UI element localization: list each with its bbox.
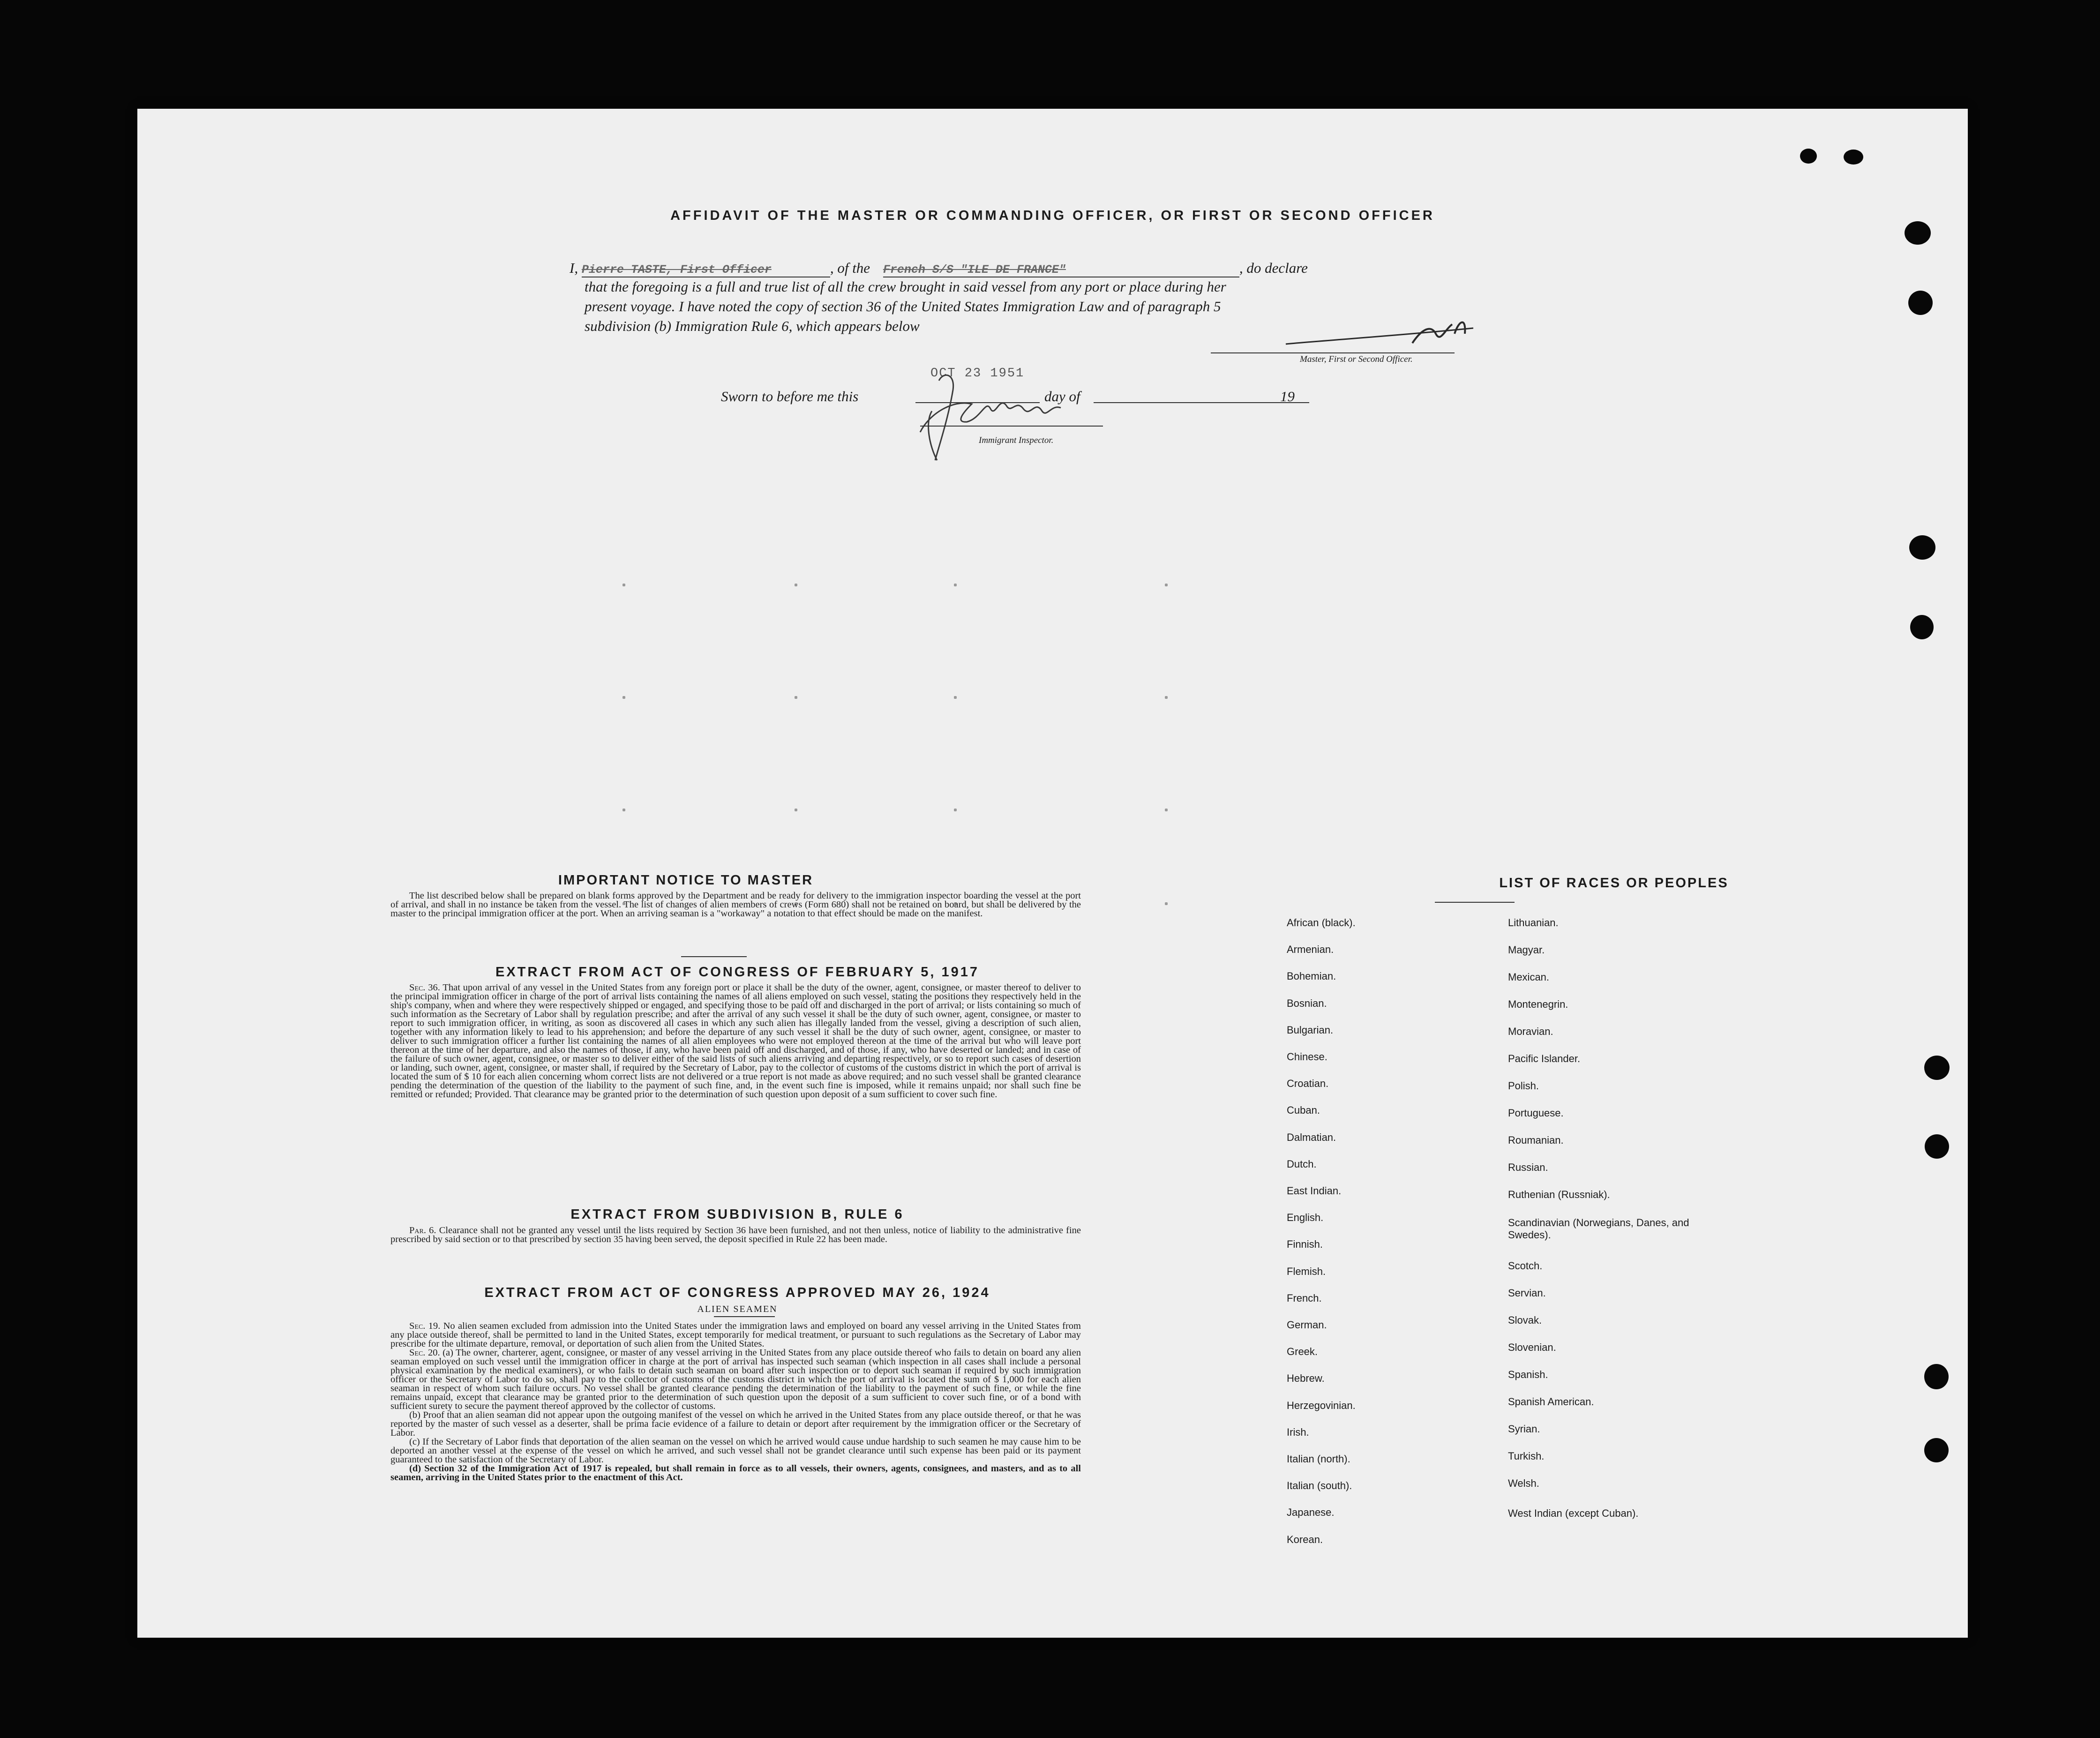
race-item: Magyar. bbox=[1508, 944, 1545, 956]
section-text: That upon arrival of any vessel in the United States from any foreign port or place it shall be the duty of the owner, agent, consignee, or master thereof to deliver to the principal immigration officer in charge of the port of arrival lists containing the names of all aliens employed on such vessel, stating the positions they respectively held in the ship's company, when and where they were respectively shipped or engaged, and specifying those to be paid off and discharged in the port of arrival; or lists containing so much of such information as the Secretary of Labor shall by regulation prescribe; and after the arrival of any such vessel it shall be the duty of such owner, agent, consignee, or master to report to such immigration officer, in writing, as soon as discovered all cases in which any such alien has illegally landed from the vessel, giving a description of such alien, together with any information likely to lead to his apprehension; and before the departure of any such vessel it shall be the duty of such owner, agent, consignee, or master to deliver to such immigration officer a further list containing the names of all alien employees who were not employed thereon at the time of the arrival but who will leave port thereon at the time of her departure, and also the names of those, if any, who have been paid off and discharged, and of those, if any, who have deserted or landed; and in case of the failure of such owner, agent, consignee, or master so to deliver either of the said lists of such aliens arriving and departing respectively, or so to report such cases of desertion or landing, such owner, agent, consignee, or master shall, if required by the Secretary of Labor, pay to the collector of customs of the customs district in which the port of arrival is located the sum of $ 10 for each alien concerning whom correct lists are not delivered or a true report is not made as above required; and no such vessel shall be granted clearance pending the determination of the question of the liability to the payment of such fine, and, in the event such fine is imposed, while it remains unpaid; nor shall such fine be remitted or refunded; Provided. That clearance may be granted prior to the determination of such question upon deposit of a sum sufficient to cover such fine. bbox=[390, 982, 1081, 1100]
race-item: Scotch. bbox=[1508, 1260, 1543, 1272]
inspector-line bbox=[920, 426, 1103, 427]
officer-name: Pierre TASTE, First Officer bbox=[581, 263, 772, 277]
signature-caption: Master, First or Second Officer. bbox=[1300, 354, 1413, 364]
notice-body: The list described below shall be prepared on blank forms approved by the Department and be ready for delivery to the immigration inspector boarding the vessel at the port of arrival, and shall in no instance be taken from the vessel. The list of changes of alien members of crews (Form 680) shall not be retained on board, but shall be delivered by the master to the principal immigration officer at the port. When an arriving seaman is a "workaway" a notation to that effect should be made on the manifest. bbox=[390, 891, 1081, 919]
alien-seamen-subtitle: ALIEN SEAMEN bbox=[697, 1304, 778, 1314]
race-item: Herzegovinian. bbox=[1287, 1400, 1356, 1411]
affidavit-line-1 bbox=[570, 260, 1601, 277]
race-item: French. bbox=[1287, 1292, 1322, 1304]
race-item: Finnish. bbox=[1287, 1238, 1323, 1250]
bleed-through-mark bbox=[795, 584, 797, 586]
race-item: Ruthenian (Russniak). bbox=[1508, 1189, 1610, 1200]
race-item: Cuban. bbox=[1287, 1104, 1320, 1116]
race-item: Dutch. bbox=[1287, 1158, 1317, 1170]
section-label: Sec. 20. bbox=[409, 1348, 440, 1358]
vessel-name: French S/S "ILE DE FRANCE" bbox=[883, 263, 1066, 277]
bleed-through-mark bbox=[954, 809, 957, 811]
bleed-through-mark bbox=[622, 696, 625, 699]
signature-line bbox=[1211, 352, 1455, 353]
bleed-through-mark bbox=[1165, 809, 1168, 811]
race-item: Scandinavian (Norwegians, Danes, and Swedes). bbox=[1508, 1217, 1689, 1241]
master-signature bbox=[1281, 315, 1478, 352]
punch-hole bbox=[1924, 1364, 1949, 1389]
punch-hole bbox=[1844, 150, 1863, 165]
subdivision-b-body bbox=[390, 1226, 1081, 1244]
punch-hole bbox=[1924, 1056, 1950, 1080]
race-item: Montenegrin. bbox=[1508, 998, 1568, 1010]
extract-1924-body bbox=[390, 1322, 1081, 1482]
race-item: Portuguese. bbox=[1508, 1107, 1564, 1119]
race-item: Spanish American. bbox=[1508, 1396, 1594, 1408]
section-text: No alien seamen excluded from admission into the United States under the immigration laws and employed on board any vessel arriving in the United States from any place outside thereof, shall be permitted to land in the United States, except temporarily for medical treatment, or pursuant to such regulations as the Secretary of Labor may prescribe for the ultimate departure, removal, or deportation of such alien from the United States. bbox=[390, 1321, 1081, 1349]
bleed-through-mark bbox=[622, 584, 625, 586]
race-item: African (black). bbox=[1287, 917, 1356, 929]
race-item: Spanish. bbox=[1508, 1369, 1548, 1380]
race-item: Croatian. bbox=[1287, 1078, 1329, 1089]
bleed-through-mark bbox=[954, 584, 957, 586]
year-prefix: 19 bbox=[1280, 388, 1295, 405]
race-item: Armenian. bbox=[1287, 944, 1334, 955]
extract-1924-title: EXTRACT FROM ACT OF CONGRESS APPROVED MAY 26, 1924 bbox=[484, 1285, 990, 1300]
section-19-paragraph bbox=[390, 1322, 1081, 1348]
punch-hole bbox=[1910, 615, 1934, 639]
race-item: Welsh. bbox=[1508, 1477, 1539, 1489]
officer-field bbox=[582, 260, 830, 277]
race-item: Chinese. bbox=[1287, 1051, 1328, 1063]
race-item: Lithuanian. bbox=[1508, 917, 1559, 929]
affidavit-line-4: subdivision (b) Immigration Rule 6, which appears below bbox=[585, 318, 920, 334]
subsection-c-paragraph: (c) If the Secretary of Labor finds that deportation of the alien seaman on the vessel on which he arrived would cause undue hardship to such seamen he may cause him to be deported an another vessel at the expense of the vessel on which he arrived, and such vessel shall not be grandet clearance until such expense has been paid or its payment guaranteed to the satisfaction of the Secretary of Labor. bbox=[390, 1437, 1081, 1465]
punch-hole bbox=[1909, 535, 1935, 560]
bleed-through-mark bbox=[954, 696, 957, 699]
section-text: (a) The owner, charterer, agent, consignee, or master of any vessel arriving in the United States from any place outside thereof who fails to detain on board any alien seaman employed on such vessel until the immigration officer in charge at the port of arrival has inspected such seaman (which inspection in all cases shall include a personal physical examination by the medical examiners), or who fails to detain such seaman on board after such inspection or to deport such seaman if required by such immigration officer or the Secretary of Labor to do so, shall pay to the collector of customs of the customs district in which the port of arrival is located the sum of $ 1,000 for each alien seaman in respect of whom such failure occurs. No vessel shall be granted clearance pending the determination of the liability to the payment of such fine, or while the fine remains unpaid, except that clearance may be granted prior to the determination of such question upon the deposit of a sum sufficient to cover such fine, or of a bond with sufficient surety to secure the payment thereof approved by the collector of customs. bbox=[390, 1348, 1081, 1411]
race-item: Flemish. bbox=[1287, 1266, 1326, 1277]
punch-hole bbox=[1908, 291, 1933, 315]
bleed-through-mark bbox=[1165, 902, 1168, 905]
extract-1917-title: EXTRACT FROM ACT OF CONGRESS OF FEBRUARY 5, 1917 bbox=[495, 965, 980, 980]
races-right-column bbox=[1508, 917, 1710, 1676]
subdivision-b-title: EXTRACT FROM SUBDIVISION B, RULE 6 bbox=[570, 1207, 904, 1222]
race-item: Servian. bbox=[1508, 1287, 1546, 1299]
bleed-through-mark bbox=[795, 809, 797, 811]
race-item: Bohemian. bbox=[1287, 970, 1336, 982]
punch-hole bbox=[1905, 221, 1931, 245]
extract-1917-body bbox=[390, 983, 1081, 1099]
race-item: Mexican. bbox=[1508, 971, 1550, 983]
race-item: Japanese. bbox=[1287, 1506, 1335, 1518]
race-item: Slovak. bbox=[1508, 1314, 1542, 1326]
race-item: Irish. bbox=[1287, 1426, 1309, 1438]
race-item: German. bbox=[1287, 1319, 1327, 1331]
affidavit-title: AFFIDAVIT OF THE MASTER OR COMMANDING OFFICER, OR FIRST OR SECOND OFFICER bbox=[670, 208, 1435, 223]
affidavit-line-3: present voyage. I have noted the copy of section 36 of the United States Immigration Law and of paragraph 5 bbox=[585, 298, 1221, 315]
section-20-paragraph bbox=[390, 1348, 1081, 1411]
race-item: Greek. bbox=[1287, 1346, 1318, 1357]
race-item: Polish. bbox=[1508, 1080, 1539, 1092]
bleed-through-mark bbox=[1165, 696, 1168, 699]
affidavit-line-2: that the foregoing is a full and true list of all the crew brought in said vessel from any port or place during her bbox=[585, 278, 1226, 295]
race-item: Dalmatian. bbox=[1287, 1131, 1336, 1143]
race-item: Italian (north). bbox=[1287, 1453, 1350, 1465]
paragraph-label: Par. 6. bbox=[409, 1225, 436, 1236]
punch-hole bbox=[1800, 149, 1817, 164]
race-item: Roumanian. bbox=[1508, 1134, 1564, 1146]
subsection-b-paragraph: (b) Proof that an alien seaman did not appear upon the outgoing manifest of the vessel on which he arrived in the United States from any place outside thereof, or that he was reported by the master of such vessel as a deserter, shall be prima facie evidence of a failure to detain or deport after requirement by the immigration officer or the Secretary of Labor. bbox=[390, 1410, 1081, 1438]
race-item: West Indian (except Cuban). bbox=[1508, 1507, 1639, 1519]
punch-hole bbox=[1924, 1438, 1949, 1462]
race-item: Italian (south). bbox=[1287, 1480, 1352, 1491]
divider bbox=[681, 956, 747, 957]
inspector-caption: Immigrant Inspector. bbox=[979, 435, 1054, 445]
punch-hole bbox=[1925, 1134, 1949, 1159]
races-left-column bbox=[1287, 917, 1484, 1676]
date-stamp: OCT 23 1951 bbox=[930, 367, 1025, 381]
of-the-text: , of the bbox=[830, 260, 870, 276]
race-item: Hebrew. bbox=[1287, 1372, 1325, 1384]
subsection-d-paragraph: (d) Section 32 of the Immigration Act of 1917 is repealed, but shall remain in force as to all vessels, their owners, agents, consignees, and masters, and as to all seamen, arriving in the United States prior to the enactment of this Act. bbox=[390, 1463, 1081, 1483]
race-item: Bosnian. bbox=[1287, 997, 1327, 1009]
divider bbox=[1435, 902, 1515, 903]
race-item: English. bbox=[1287, 1212, 1324, 1223]
section-label: Sec. 19. bbox=[409, 1321, 441, 1331]
sworn-text: Sworn to before me this bbox=[721, 388, 859, 405]
race-item: Moravian. bbox=[1508, 1026, 1553, 1037]
divider bbox=[714, 1316, 775, 1317]
race-item: Turkish. bbox=[1508, 1450, 1545, 1462]
race-item: East Indian. bbox=[1287, 1185, 1342, 1197]
race-item: Russian. bbox=[1508, 1161, 1548, 1173]
races-title: LIST OF RACES OR PEOPLES bbox=[1499, 876, 1729, 891]
inspector-signature bbox=[911, 367, 1070, 465]
document-page bbox=[137, 109, 1968, 1638]
bleed-through-mark bbox=[1165, 584, 1168, 586]
race-item: Korean. bbox=[1287, 1534, 1323, 1545]
section-label: Sec. 36. bbox=[409, 982, 440, 993]
day-of-text: day of bbox=[1044, 388, 1080, 405]
pronoun-text: I, bbox=[570, 260, 578, 276]
bleed-through-mark bbox=[795, 696, 797, 699]
month-field bbox=[1094, 402, 1309, 403]
notice-title: IMPORTANT NOTICE TO MASTER bbox=[558, 873, 814, 888]
race-item: Pacific Islander. bbox=[1508, 1053, 1581, 1064]
race-item: Bulgarian. bbox=[1287, 1024, 1334, 1036]
race-item: Syrian. bbox=[1508, 1423, 1540, 1435]
race-item: Slovenian. bbox=[1508, 1341, 1556, 1353]
declare-text: , do declare bbox=[1239, 260, 1308, 276]
paragraph-text: Clearance shall not be granted any vessel until the lists required by Section 36 have been furnished, and not then unless, notice of liability to the administrative fine prescribed by said section or to that prescribed by section 35 having been served, the deposit specified in Rule 22 has been made. bbox=[390, 1225, 1081, 1244]
vessel-field bbox=[883, 260, 1239, 277]
bleed-through-mark bbox=[622, 809, 625, 811]
